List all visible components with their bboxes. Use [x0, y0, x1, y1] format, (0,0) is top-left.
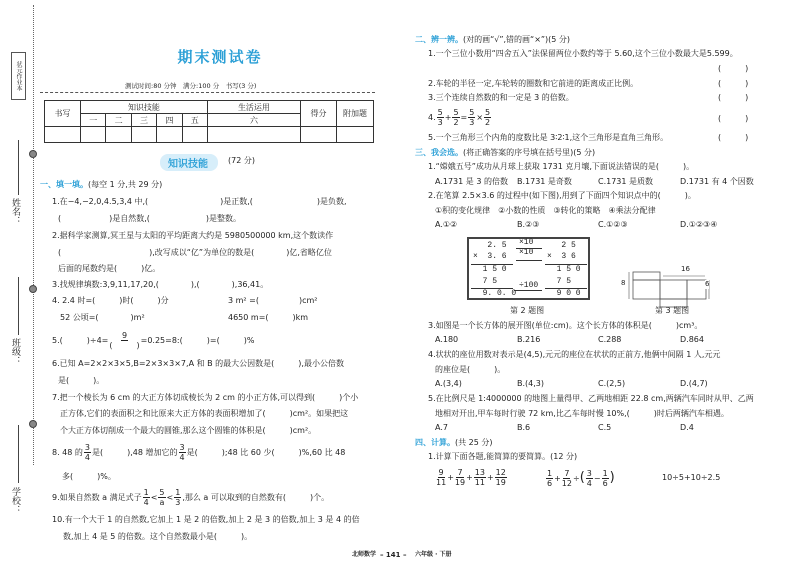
question-line: 是( )。 — [58, 376, 105, 385]
denominator: ( ) — [109, 341, 140, 350]
score-cell[interactable] — [182, 127, 207, 143]
school-field[interactable] — [18, 425, 19, 483]
denominator: 4 — [586, 479, 592, 488]
fig3-height: 6 — [705, 280, 710, 288]
part2-title: 二、辨一辨。 — [415, 35, 463, 44]
choice-q1: 1.“嫦娥五号”成功从月球上获取 1731 克月壤,下面说法错误的是( )。 — [428, 162, 695, 171]
choice-q4: 的座位是( )。 — [435, 365, 506, 374]
denominator: 2 — [485, 118, 491, 127]
part4-note: (共 25 分) — [455, 438, 493, 447]
question-line: 2.据科学家测算,冥王星与太阳的平均距离大约是 5980500000 km,这个数读作 — [52, 231, 334, 240]
option[interactable]: A.1731 是 3 的倍数 — [435, 177, 508, 186]
part1-heading — [40, 179, 162, 191]
numerator: 5 — [437, 108, 443, 117]
option[interactable]: C.288 — [598, 335, 622, 344]
judge-q1: 1.一个三位小数用“四舍五入”法保留两位小数约等于 5.60,这个三位小数最大是5.599。 — [428, 49, 738, 58]
col-header: 一 — [81, 114, 106, 127]
q8-text: 8. 48 的 — [52, 448, 83, 457]
fraction — [174, 488, 181, 507]
fraction — [84, 443, 91, 462]
q8-text: 是( );48 比 60 少( )%,60 比 48 — [186, 448, 346, 457]
numerator: 5 — [453, 108, 459, 117]
arrow-right — [516, 248, 542, 249]
fraction — [562, 469, 572, 488]
numerator: 3 — [84, 443, 90, 452]
arrow-label: ÷100 — [519, 281, 539, 290]
denominator: 11 — [474, 478, 485, 487]
option[interactable]: A.180 — [435, 335, 459, 344]
calc-line: × 3. 6 — [473, 252, 507, 261]
fraction — [437, 108, 444, 127]
question-line: 1.在−4,−2,0,4.5,3,4 中,( )是正数,( )是负数, — [52, 197, 347, 206]
question-5 — [52, 330, 254, 352]
class-field[interactable] — [18, 277, 19, 335]
answer-paren[interactable]: ( ) — [718, 93, 749, 102]
question-line: 4650 m=( )km — [228, 313, 309, 322]
calc-line: 2. 5 — [473, 241, 507, 250]
denominator: 3 — [469, 118, 475, 127]
option[interactable]: A.(3,4) — [435, 379, 462, 388]
col-header: 三 — [131, 114, 156, 127]
answer-paren[interactable]: ( ) — [718, 64, 749, 73]
choice-q3: 3.如图是一个长方体的展开图(单位:cm)。这个长方体的体积是( )cm³。 — [428, 321, 703, 330]
option[interactable]: D.864 — [680, 335, 704, 344]
fig3-width: 8 — [621, 279, 626, 287]
option[interactable]: A.①② — [435, 220, 458, 229]
denominator: 4 — [179, 453, 185, 462]
expression-1: $\frac{9}{11}$ + $\frac{7}{19}$ + $\frac{13}{11}$ + $\frac{12}{19}$ — [436, 468, 506, 487]
binding-hole — [29, 420, 37, 428]
writing-header: 书写 — [45, 101, 81, 127]
choice-q2: 2.在笔算 2.5×3.6 的过程中(如下图),用到了下面四个知识点中的( )。 — [428, 191, 696, 200]
score-cell[interactable] — [207, 127, 300, 143]
cut-line — [33, 5, 34, 465]
arrow-label: ×10 — [519, 248, 534, 257]
numerator: 5 — [469, 108, 475, 117]
option[interactable]: B.216 — [517, 335, 541, 344]
denominator: 3 — [437, 118, 443, 127]
fraction — [109, 331, 139, 350]
answer-paren[interactable]: ( ) — [718, 114, 749, 123]
question-line: 7.把一个棱长为 6 cm 的大正方体切成棱长为 2 cm 的小正方体,可以得到( )个小 — [52, 393, 359, 402]
numerator: 5 — [485, 108, 491, 117]
option[interactable]: C.1731 是质数 — [598, 177, 654, 186]
less-than: < — [150, 493, 158, 502]
q5-text: 5.( )÷4= — [52, 336, 109, 345]
expression-3: 10÷5+10÷2.5 — [662, 473, 721, 482]
option[interactable]: D.①②③④ — [680, 220, 718, 229]
expression-2: $\frac{1}{6}$ + $\frac{7}{12}$ ÷( $\frac{3}{4}$ − $\frac{1}{6}$ ) — [547, 469, 615, 488]
fraction — [474, 468, 486, 487]
part1-note: (每空 1 分,共 29 分) — [88, 180, 163, 189]
fraction — [546, 469, 553, 488]
fraction — [586, 469, 593, 488]
fraction — [495, 468, 507, 487]
judge-q2: 2.车轮的半径一定,车轮转的圈数和它前进的距离成正比例。 — [428, 79, 639, 88]
part4-heading — [415, 437, 493, 449]
binding-hole — [29, 150, 37, 158]
question-line: 4. 2.4 时=( )时( )分 — [52, 296, 169, 305]
calc-q1: 1.计算下面各题,能简算的要简算。(12 分) — [428, 452, 578, 461]
numerator: 1 — [602, 469, 608, 478]
question-line: 3.找规律填数:3,9,11,17,20,( ),( ),36,41。 — [52, 280, 269, 289]
col-header: 五 — [182, 114, 207, 127]
score-cell[interactable] — [106, 127, 131, 143]
fraction — [455, 468, 465, 487]
answer-paren[interactable]: ( ) — [718, 79, 749, 88]
judge-q3: 3.三个连续自然数的和一定是 3 的倍数。 — [428, 93, 574, 102]
arrow-left — [514, 290, 542, 291]
numerator: 9 — [121, 331, 128, 340]
numerator: 5 — [159, 488, 165, 497]
section-points: (72 分) — [228, 156, 255, 165]
option[interactable]: B.1731 是奇数 — [517, 177, 572, 186]
footer-grade: 六年级 · 下册 — [415, 551, 452, 558]
score-cell[interactable] — [301, 127, 337, 143]
footer-subject: 北师数学 — [352, 551, 377, 558]
score-cell[interactable] — [157, 127, 182, 143]
question-line: 3 m² =( )cm² — [228, 296, 318, 305]
calc-line: 1 5 0 — [473, 265, 507, 274]
section-pill — [160, 154, 218, 171]
denominator: 4 — [84, 453, 90, 462]
option[interactable]: D.(4,7) — [680, 379, 708, 388]
denominator: 19 — [495, 478, 506, 487]
name-label: 姓名： — [10, 198, 20, 225]
denominator: 4 — [143, 498, 149, 507]
q8-text: 是( ),48 增加它的 — [92, 448, 178, 457]
option[interactable]: B.(4,3) — [517, 379, 544, 388]
fraction — [484, 108, 491, 127]
part2-heading — [415, 34, 570, 46]
calc-line: 9 0 0 — [547, 289, 581, 298]
part3-heading — [415, 147, 595, 159]
option[interactable]: C.(2,5) — [598, 379, 626, 388]
page-title: 期末测试卷 — [177, 48, 263, 66]
part3-note: (将正确答案的序号填在括号里)(5 分) — [463, 148, 596, 157]
figure-3-net — [625, 266, 710, 308]
choice-q5: 5.在比例尺是 1:4000000 的地图上量得甲、乙两地相距 22.8 cm,两辆汽车同时从甲、乙两 — [428, 394, 754, 403]
denominator: 3 — [175, 498, 181, 507]
fraction — [436, 468, 446, 487]
numerator: 9 — [438, 468, 444, 477]
answer-paren[interactable]: ( ) — [718, 133, 749, 142]
name-field[interactable] — [18, 140, 19, 195]
col-header: 二 — [106, 114, 131, 127]
calc-line: 2 5 — [547, 241, 576, 250]
score-cell[interactable] — [337, 127, 374, 143]
score-cell[interactable] — [81, 127, 106, 143]
q9-text: 9.如果自然数 a 满足式子 — [52, 493, 142, 502]
calc-line: 9. 0. 0 — [473, 289, 517, 298]
denominator: 11 — [436, 478, 447, 487]
col-header: 六 — [207, 114, 300, 127]
numerator: 3 — [179, 443, 185, 452]
denominator: a — [159, 498, 165, 507]
denominator: 19 — [454, 478, 466, 487]
arrow-label: ×10 — [519, 238, 534, 247]
plus: + — [444, 113, 452, 122]
judge-q5: 5.一个三角形三个内角的度数比是 3∶2∶1,这个三角形是直角三角形。 — [428, 133, 669, 142]
option[interactable]: A.7 — [435, 423, 448, 432]
part2-note: (对的画“√”,错的画“×”)(5 分) — [463, 35, 571, 44]
question-9 — [52, 487, 329, 509]
knowledge-header: 知识技能 — [81, 101, 208, 114]
question-line: 后面的尾数约是( )亿。 — [58, 264, 161, 273]
q9-text: ,那么 a 可以取到的自然数有( )个。 — [182, 493, 330, 502]
fraction — [158, 488, 165, 507]
denominator: 6 — [547, 479, 553, 488]
choice-q4: 4.状状的座位用数对表示是(4,5),元元的座位在状状的正前方,他俩中间隔 1 人,元元 — [428, 350, 721, 359]
rule — [471, 264, 513, 265]
choice-q5: 地相对开出,甲车每时行驶 72 km,比乙车每时慢 10%,( )时后两辆汽车相遇。 — [435, 409, 729, 418]
question-line: 52 公顷=( )m² — [60, 313, 145, 322]
score-header: 得分 — [301, 101, 337, 127]
class-label: 班级： — [10, 338, 20, 365]
arrow-right — [516, 260, 542, 261]
school-label: 学校： — [10, 487, 20, 514]
question-line: 10.有一个大于 1 的自然数,它加上 1 是 2 的倍数,加上 2 是 3 的倍数,加上 3 是 4 的倍 — [52, 515, 360, 524]
score-cell[interactable] — [131, 127, 156, 143]
calc-line: 7 5 — [473, 277, 498, 286]
numerator: 3 — [586, 469, 592, 478]
fraction — [143, 488, 150, 507]
option[interactable]: D.4 — [680, 423, 694, 432]
option[interactable]: B.6 — [517, 423, 531, 432]
times: × — [476, 113, 484, 122]
brand-box: 状元作业本 — [11, 52, 26, 100]
fraction — [452, 108, 459, 127]
test-info: 测试时间:80 分钟 满分:100 分 书写(3 分) — [125, 82, 257, 90]
section-pill-label: 知识技能 — [168, 159, 208, 170]
q5-text: =0.25=8:( )=( )% — [140, 336, 255, 345]
rule — [545, 288, 587, 289]
denominator: 6 — [602, 479, 608, 488]
life-header: 生活运用 — [207, 101, 300, 114]
numerator: 13 — [474, 468, 485, 477]
divider — [40, 92, 375, 93]
fraction — [602, 469, 609, 488]
figure-2-multiplication — [467, 237, 590, 300]
fig3-length: 16 — [681, 265, 690, 273]
rule — [471, 288, 513, 289]
calc-line: 7 5 — [547, 277, 572, 286]
question-line: 个大正方体切削成一个最大的圆锥,那么这个圆锥的体积是( )cm²。 — [60, 426, 317, 435]
fraction — [468, 108, 475, 127]
fraction — [179, 443, 186, 462]
question-line: 数,加上 4 是 5 的倍数。这个自然数最小是( )。 — [63, 532, 253, 541]
equals: = — [460, 113, 468, 122]
numerator: 1 — [547, 469, 553, 478]
question-line: 正方体,它们的表面积之和比原来大正方体的表面积增加了( )cm²。如果把这 — [60, 409, 349, 418]
question-line: 多( )%。 — [62, 472, 116, 481]
option[interactable]: B.②③ — [517, 220, 540, 229]
page-number: – 141 – — [380, 551, 407, 559]
numerator: 7 — [564, 469, 570, 478]
numerator: 7 — [457, 468, 463, 477]
numerator: 1 — [143, 488, 149, 497]
numerator: 12 — [495, 468, 506, 477]
option[interactable]: D.1731 有 4 个因数 — [680, 177, 754, 186]
figure-2-caption: 第 2 题图 — [510, 306, 545, 315]
knowledge-points: ①积的变化规律 ②小数的性质 ③转化的策略 ④乘法分配律 — [435, 206, 656, 215]
part4-title: 四、计算。 — [415, 438, 455, 447]
score-cell[interactable] — [45, 127, 81, 143]
question-line: ( ),改写成以“亿”为单位的数是( )亿,省略亿位 — [58, 248, 332, 257]
numerator: 1 — [175, 488, 181, 497]
part1-title: 一、填一填。 — [40, 180, 88, 189]
extra-header: 附加题 — [337, 101, 374, 127]
calc-line: 1 5 0 — [547, 265, 581, 274]
part3-title: 三、我会选。 — [415, 148, 463, 157]
figure-3-caption: 第 3 题图 — [655, 306, 690, 315]
question-line: 6.已知 A=2×2×3×5,B=2×3×3×7,A 和 B 的最大公因数是( ),最小公倍数 — [52, 359, 344, 368]
question-8 — [52, 442, 345, 464]
judge-q4 — [428, 107, 492, 129]
denominator: 12 — [561, 479, 572, 488]
option[interactable]: C.5 — [598, 423, 612, 432]
score-table — [44, 100, 374, 143]
denominator: 2 — [453, 118, 459, 127]
less-than: < — [166, 493, 174, 502]
binding-hole — [29, 285, 37, 293]
col-header: 四 — [157, 114, 182, 127]
option[interactable]: C.①②③ — [598, 220, 628, 229]
q-label: 4. — [428, 113, 436, 122]
rule — [545, 264, 587, 265]
calc-line: × 3 6 — [547, 252, 576, 261]
question-line: ( )是自然数,( )是整数。 — [58, 214, 242, 223]
